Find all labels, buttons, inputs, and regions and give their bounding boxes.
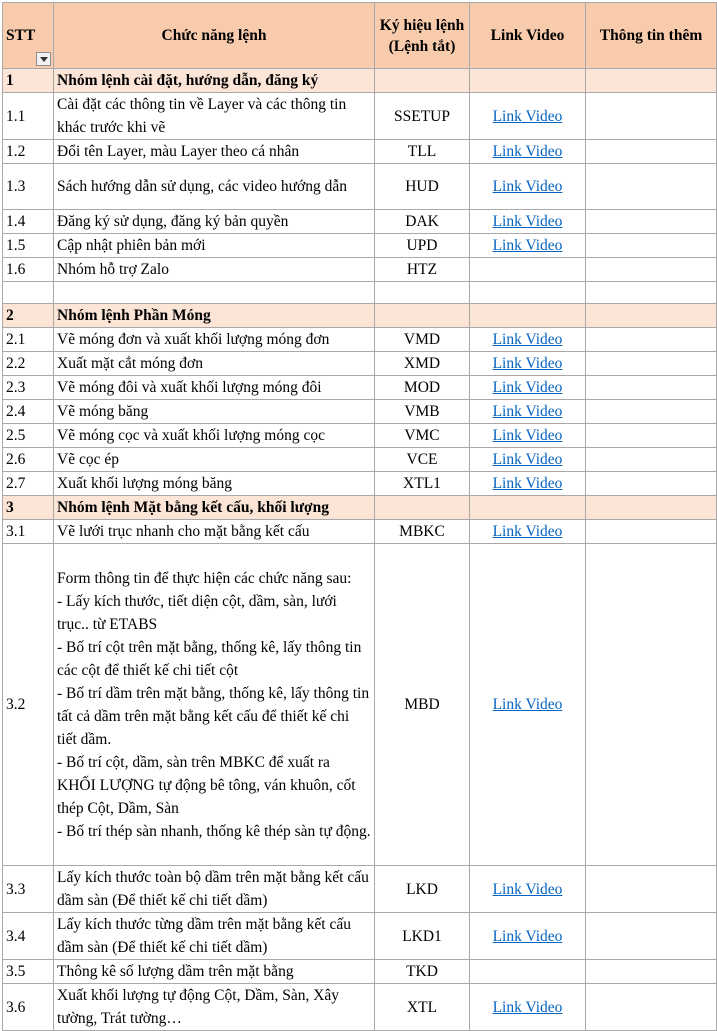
stt-cell[interactable]: 3.3 [3,866,54,913]
link-cell[interactable] [470,400,586,424]
header-row [3,3,717,69]
command-cell[interactable]: TKD [375,960,470,984]
group-info-cell[interactable] [586,304,717,328]
link-cell[interactable] [470,258,586,282]
group-info-cell[interactable] [586,69,717,93]
function-cell[interactable]: Nhóm hỗ trợ Zalo [54,258,375,282]
function-cell[interactable]: Lấy kích thước toàn bộ dầm trên mặt bằng kết cấu dầm sàn (Để thiết kế chi tiết dầm) [54,866,375,913]
function-cell[interactable]: Lấy kích thước từng dầm trên mặt bằng kết cấu dầm sàn (Để thiết kế chi tiết dầm) [54,913,375,960]
stt-cell[interactable]: 2.5 [3,424,54,448]
command-cell[interactable]: LKD1 [375,913,470,960]
info-cell[interactable] [586,234,717,258]
function-cell[interactable]: Sách hướng dẫn sử dụng, các video hướng dẫn [54,164,375,210]
empty-cell[interactable] [54,282,375,304]
stt-cell[interactable]: 2.6 [3,448,54,472]
command-cell[interactable]: VMD [375,328,470,352]
command-cell[interactable]: LKD [375,866,470,913]
table-row [3,913,717,960]
stt-cell[interactable]: 1.4 [3,210,54,234]
table-row [3,984,717,1031]
table-row [3,960,717,984]
link-cell[interactable] [470,520,586,544]
command-cell[interactable]: VCE [375,448,470,472]
command-cell[interactable]: XTL [375,984,470,1031]
table-row [3,544,717,866]
command-cell[interactable]: DAK [375,210,470,234]
stt-cell[interactable]: 2.2 [3,352,54,376]
group-row [3,496,717,520]
video-link[interactable]: Link Video [492,927,563,945]
link-cell[interactable] [470,376,586,400]
function-cell[interactable]: Cài đặt các thông tin về Layer và các thông tin khác trước khi vẽ [54,93,375,140]
info-cell[interactable] [586,424,717,448]
stt-cell[interactable]: 1.5 [3,234,54,258]
table-row [3,400,717,424]
group-title-cell[interactable]: Nhóm lệnh Mặt bằng kết cấu, khối lượng [54,496,375,520]
table-row [3,376,717,400]
table-row [3,472,717,496]
link-cell[interactable] [470,234,586,258]
function-cell[interactable]: Cập nhật phiên bản mới [54,234,375,258]
group-stt-cell[interactable]: 2 [3,304,54,328]
stt-cell[interactable]: 3.1 [3,520,54,544]
link-cell[interactable] [470,984,586,1031]
info-cell[interactable] [586,913,717,960]
command-cell[interactable]: MBKC [375,520,470,544]
command-cell[interactable]: VMC [375,424,470,448]
function-cell[interactable]: Thông kê số lượng dầm trên mặt bằng [54,960,375,984]
table-row [3,93,717,140]
command-cell[interactable]: MOD [375,376,470,400]
info-cell[interactable] [586,472,717,496]
video-link[interactable]: Link Video [492,143,563,160]
function-cell[interactable]: Vẽ móng băng [54,400,375,424]
video-link[interactable]: Link Video [492,696,563,713]
stt-cell[interactable]: 3.5 [3,960,54,984]
info-cell[interactable] [586,258,717,282]
link-cell[interactable] [470,140,586,164]
info-cell[interactable] [586,544,717,866]
stt-cell[interactable]: 2.1 [3,328,54,352]
video-link[interactable]: Link Video [492,475,563,492]
function-cell[interactable]: Vẽ móng cọc và xuất khối lượng móng cọc [54,424,375,448]
video-link[interactable]: Link Video [492,237,563,254]
group-link-cell[interactable] [470,496,586,520]
video-link[interactable]: Link Video [492,523,563,540]
command-cell[interactable]: XTL1 [375,472,470,496]
empty-cell[interactable] [3,282,54,304]
header-stt[interactable] [3,3,54,69]
video-link[interactable]: Link Video [492,998,563,1016]
link-cell[interactable] [470,328,586,352]
group-cmd-cell[interactable] [375,496,470,520]
function-cell[interactable]: Xuất khối lượng tự động Cột, Dầm, Sàn, Xây tường, Trát tường… [54,984,375,1031]
group-link-cell[interactable] [470,69,586,93]
function-cell[interactable]: Đổi tên Layer, màu Layer theo cá nhân [54,140,375,164]
table-row [3,140,717,164]
info-cell[interactable] [586,164,717,210]
stt-cell[interactable]: 3.4 [3,913,54,960]
link-cell[interactable] [470,913,586,960]
table-row [3,258,717,282]
video-link[interactable]: Link Video [492,213,563,230]
group-row [3,69,717,93]
video-link[interactable]: Link Video [492,331,563,348]
table-row [3,352,717,376]
info-cell[interactable] [586,984,717,1031]
group-title-cell[interactable]: Nhóm lệnh Phần Móng [54,304,375,328]
stt-cell[interactable]: 1.3 [3,164,54,210]
link-cell[interactable] [470,472,586,496]
table-row [3,520,717,544]
header-function[interactable]: Chức năng lệnh [54,3,375,69]
info-cell[interactable] [586,140,717,164]
link-cell[interactable] [470,352,586,376]
header-link[interactable]: Link Video [470,3,586,69]
info-cell[interactable] [586,328,717,352]
empty-cell[interactable] [586,282,717,304]
function-cell[interactable]: Xuất mặt cắt móng đơn [54,352,375,376]
header-info[interactable]: Thông tin thêm [586,3,717,69]
function-cell[interactable]: Form thông tin để thực hiện các chức năng sau: - Lấy kích thước, tiết diện cột, dầm, sàn, lưới trục.. từ ETABS - Bố trí cột trên mặt bằng, thống kê, lấy thông tin các cột để thiết kế chi tiết cột - Bố trí dầm trên mặt bằng, thống kê, lấy thông tin tất cả dầm trên mặt bằng kết cấu để thiết kế chi tiết dầm. - Bố trí cột, dầm, sàn trên MBKC để xuất ra KHỐI LƯỢNG tự động bê tông, ván khuôn, cốt thép Cột, Dầm, Sàn - Bố trí thép sàn nhanh, thống kê thép sàn tự động. [54,544,375,866]
link-cell[interactable] [470,866,586,913]
video-link[interactable]: Link Video [492,403,563,420]
info-cell[interactable] [586,448,717,472]
link-cell[interactable] [470,164,586,210]
function-cell[interactable]: Xuất khối lượng móng băng [54,472,375,496]
empty-cell[interactable] [470,282,586,304]
command-cell[interactable]: TLL [375,140,470,164]
link-cell[interactable] [470,544,586,866]
info-cell[interactable] [586,93,717,140]
table-row [3,328,717,352]
stt-cell[interactable]: 2.4 [3,400,54,424]
video-link[interactable]: Link Video [492,427,563,444]
table-row [3,866,717,913]
info-cell[interactable] [586,866,717,913]
blank-row [3,282,717,304]
group-cmd-cell[interactable] [375,304,470,328]
link-cell[interactable] [470,93,586,140]
command-cell[interactable]: VMB [375,400,470,424]
group-row [3,304,717,328]
stt-cell[interactable]: 1.2 [3,140,54,164]
command-cell[interactable]: SSETUP [375,93,470,140]
link-cell[interactable] [470,960,586,984]
command-cell[interactable]: MBD [375,544,470,866]
function-cell[interactable]: Đăng ký sử dụng, đăng ký bản quyền [54,210,375,234]
stt-cell[interactable]: 1.1 [3,93,54,140]
table-row [3,448,717,472]
video-link[interactable]: Link Video [492,880,563,898]
table-row [3,234,717,258]
video-link[interactable]: Link Video [492,178,563,195]
link-cell[interactable] [470,448,586,472]
header-stt-label: STT [6,27,36,44]
group-cmd-cell[interactable] [375,69,470,93]
video-link[interactable]: Link Video [492,451,563,468]
group-stt-cell[interactable]: 1 [3,69,54,93]
info-cell[interactable] [586,520,717,544]
info-cell[interactable] [586,210,717,234]
stt-cell[interactable]: 3.2 [3,544,54,866]
function-cell[interactable]: Vẽ lưới trục nhanh cho mặt bằng kết cấu [54,520,375,544]
group-info-cell[interactable] [586,496,717,520]
table-row [3,164,717,210]
stt-cell[interactable]: 2.7 [3,472,54,496]
function-cell[interactable]: Vẽ móng đơn và xuất khối lượng móng đơn [54,328,375,352]
function-cell[interactable]: Vẽ cọc ép [54,448,375,472]
video-link[interactable]: Link Video [492,355,563,372]
stt-cell[interactable]: 2.3 [3,376,54,400]
command-cell[interactable]: HTZ [375,258,470,282]
header-symbol[interactable]: Ký hiệu lệnh (Lệnh tắt) [375,3,470,69]
info-cell[interactable] [586,400,717,424]
function-cell[interactable]: Vẽ móng đôi và xuất khối lượng móng đôi [54,376,375,400]
stt-cell[interactable]: 3.6 [3,984,54,1031]
stt-cell[interactable]: 1.6 [3,258,54,282]
command-cell[interactable]: XMD [375,352,470,376]
command-table [2,2,717,1031]
link-cell[interactable] [470,424,586,448]
command-cell[interactable]: HUD [375,164,470,210]
group-link-cell[interactable] [470,304,586,328]
empty-cell[interactable] [375,282,470,304]
info-cell[interactable] [586,352,717,376]
info-cell[interactable] [586,376,717,400]
command-cell[interactable]: UPD [375,234,470,258]
video-link[interactable]: Link Video [492,107,563,125]
video-link[interactable]: Link Video [492,379,563,396]
link-cell[interactable] [470,210,586,234]
table-row [3,210,717,234]
group-title-cell[interactable]: Nhóm lệnh cài đặt, hướng dẫn, đăng ký [54,69,375,93]
table-row [3,424,717,448]
group-stt-cell[interactable]: 3 [3,496,54,520]
filter-dropdown-icon[interactable] [36,52,51,66]
info-cell[interactable] [586,960,717,984]
